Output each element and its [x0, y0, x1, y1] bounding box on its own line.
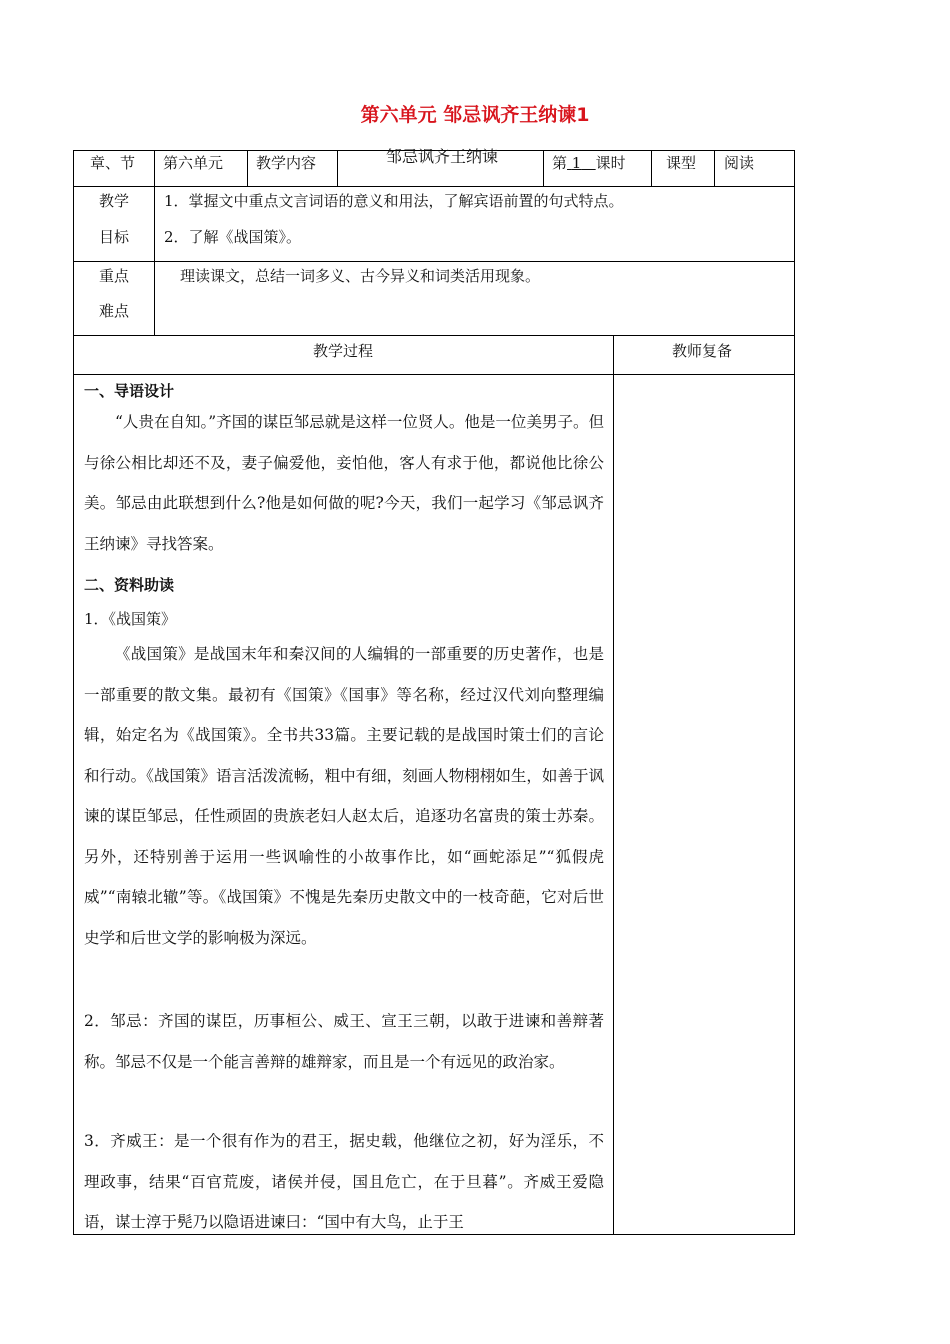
- keypoints-text: 理读课文，总结一词多义、古今异义和词类活用现象。: [180, 267, 541, 285]
- chapter-value: 第六单元: [163, 154, 224, 172]
- lesson-number: 1: [571, 154, 582, 172]
- qiweiwang-paragraph: 3．齐威王：是一个很有作为的君王，据史载，他继位之初，好为淫乐，不理政事，结果“百官荒废，诸侯并侵，国且危亡，在于旦暮”。齐威王爱隐语，谋士淳于髡乃以隐语进谏曰：“国中有大鸟，止于王: [84, 1132, 604, 1231]
- process-header: 教学过程: [313, 342, 374, 360]
- row-divider: [73, 261, 795, 262]
- keypoints-label-line2: 难点: [99, 302, 130, 320]
- content-label: 教学内容: [256, 154, 317, 172]
- col-divider: [714, 150, 715, 187]
- row-divider: [73, 186, 795, 187]
- keypoints-label-line1: 重点: [99, 267, 130, 285]
- goals-label-line1: 教学: [99, 192, 130, 210]
- zhanguoce-paragraph: 《战国策》是战国末年和秦汉间的人编辑的一部重要的历史著作，也是一部重要的散文集。最初有《国策》《国事》等名称，经过汉代刘向整理编辑，始定名为《战国策》。全书共33篇。主要记载的是战国时策士们的言论和行动。《战国策》语言活泼流畅，粗中有细，刻画人物栩栩如生，如善于讽谏的谋臣邹忌，任性顽固的贵族老妇人赵太后，追逐功名富贵的策士苏秦。另外，还特别善于运用一些讽喻性的小故事作比，如“画蛇添足”“狐假虎威”“南辕北辙”等。《战国策》不愧是先秦历史散文中的一枝奇葩，它对后世史学和后世文学的影响极为深远。: [84, 645, 604, 947]
- page-title: 第六单元 邹忌讽齐王纳谏1: [360, 104, 590, 126]
- section-heading: 一、导语设计: [84, 382, 175, 400]
- type-value: 阅读: [724, 154, 755, 172]
- content-value: 邹忌讽齐王纳谏: [386, 147, 499, 166]
- col-divider: [154, 150, 155, 336]
- type-label: 课型: [666, 154, 697, 172]
- section-heading: 二、资料助读: [84, 576, 175, 594]
- zouji-paragraph: 2．邹忌：齐国的谋臣，历事桓公、威王、宣王三朝，以敢于进谏和善辩著称。邹忌不仅是一个能言善辩的雄辩家，而且是一个有远见的政治家。: [84, 1012, 604, 1071]
- col-divider: [337, 150, 338, 187]
- table-border-left: [73, 150, 74, 1235]
- goal-item-1: 1．掌握文中重点文言词语的意义和用法，了解宾语前置的句式特点。: [164, 192, 624, 210]
- goal-item-2: 2．了解《战国策》。: [164, 228, 302, 246]
- lesson-suffix: 课时: [595, 154, 626, 172]
- lesson-count: [552, 153, 626, 173]
- col-divider: [543, 150, 544, 187]
- col-divider: [613, 335, 614, 1235]
- chapter-label: 章、节: [90, 154, 136, 172]
- item-title: 1．《战国策》: [84, 610, 177, 628]
- teacher-review-header: 教师复备: [672, 342, 733, 360]
- row-divider: [73, 374, 795, 375]
- row-divider: [73, 335, 795, 336]
- intro-paragraph: “人贵在自知。”齐国的谋臣邹忌就是这样一位贤人。他是一位美男子。但与徐公相比却还不及，妻子偏爱他，妾怕他，客人有求于他，都说他比徐公美。邹忌由此联想到什么?他是如何做的呢?今天，我们一起学习《邹忌讽齐王纳谏》寻找答案。: [84, 413, 604, 553]
- table-border-right: [794, 150, 795, 1235]
- col-divider: [651, 150, 652, 187]
- col-divider: [247, 150, 248, 187]
- goals-label-line2: 目标: [99, 228, 130, 246]
- lesson-prefix: 第: [552, 154, 568, 172]
